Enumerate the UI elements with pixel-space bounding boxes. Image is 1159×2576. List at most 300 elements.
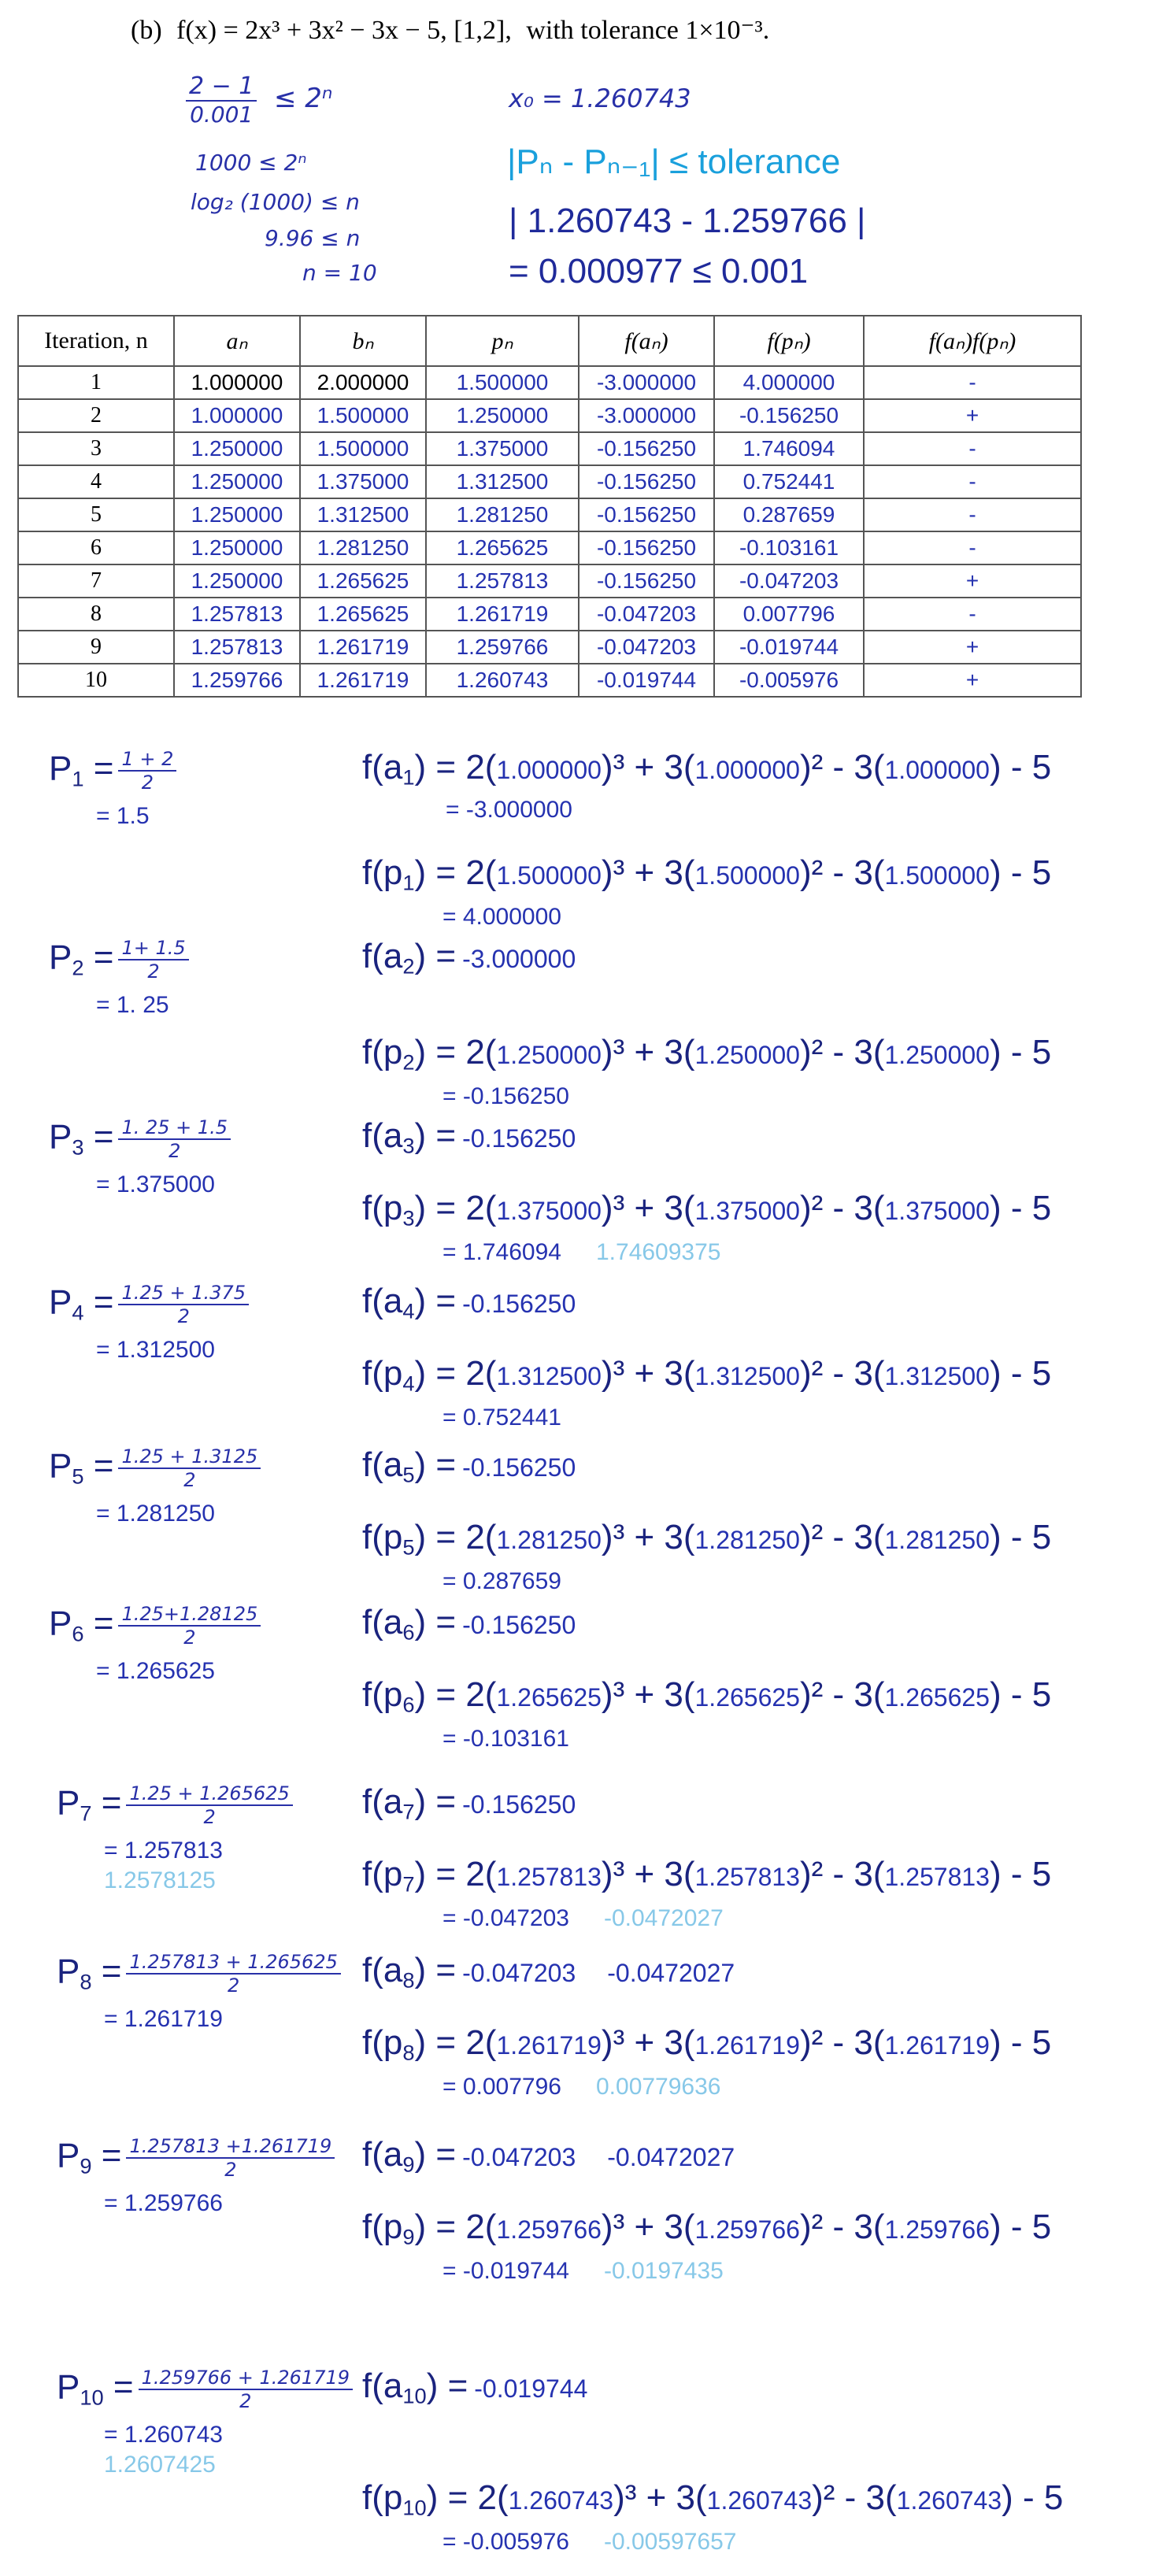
- table-cell: -0.047203: [714, 564, 864, 598]
- fa-index: 2: [402, 953, 415, 979]
- midpoint-fraction-num: 1.257813 + 1.265625: [126, 1951, 340, 1975]
- fp-result-row: [442, 2529, 736, 2556]
- midpoint-result: = 1.259766: [104, 2190, 223, 2216]
- fp-x3: 1.281250: [884, 1526, 990, 1554]
- fa-value: -3.000000: [462, 945, 576, 973]
- midpoint-index: 4: [72, 1300, 84, 1325]
- fp-x3: 1.500000: [884, 861, 990, 890]
- fp-sq: )² - 3(: [799, 2208, 885, 2246]
- fp-result: = -0.103161: [442, 1726, 569, 1752]
- fp-open: f(p: [362, 2478, 403, 2517]
- fp-x1: 1.259766: [496, 2215, 602, 2244]
- table-cell: 2: [18, 399, 174, 432]
- table-row: [18, 399, 1081, 432]
- midpoint-result: = 1.265625: [96, 1658, 215, 1684]
- fp-index: 9: [402, 2224, 415, 2249]
- table-cell: -0.047203: [579, 631, 714, 664]
- fp-index: 1: [402, 870, 415, 895]
- table-cell: 1.250000: [426, 399, 579, 432]
- midpoint-index: 2: [72, 955, 84, 980]
- midpoint-equals: =: [91, 2136, 122, 2175]
- midpoint-equals: =: [103, 2367, 134, 2407]
- fa-exact: -0.0472027: [607, 2143, 735, 2171]
- table-row: [18, 531, 1081, 564]
- fa-expression: [362, 1116, 607, 1159]
- midpoint-letter: P: [49, 1117, 72, 1157]
- table-cell: 1.250000: [174, 465, 300, 498]
- fp-result: = 0.752441: [442, 1405, 561, 1430]
- fa-close: ) =: [414, 1116, 457, 1155]
- fp-sq: )² - 3(: [799, 1855, 885, 1893]
- table-cell: -0.156250: [579, 564, 714, 598]
- fa-index: 4: [402, 1298, 415, 1323]
- fa-close: ) =: [414, 2135, 457, 2174]
- fp-x1: 1.250000: [496, 1041, 602, 1069]
- fa-open: f(a: [362, 2135, 403, 2174]
- midpoint-equals: =: [83, 938, 114, 977]
- midpoint-fraction-den: 2: [228, 1975, 240, 1997]
- handwork-line1: [186, 72, 332, 128]
- table-cell: -0.005976: [714, 664, 864, 697]
- table-cell: 4.000000: [714, 366, 864, 399]
- fp-tail: ) - 5: [989, 1855, 1052, 1893]
- fp-x3: 1.259766: [884, 2215, 990, 2244]
- fp-x3: 1.265625: [884, 1683, 990, 1712]
- midpoint-fraction: [126, 1782, 292, 1828]
- midpoint-letter: P: [49, 1446, 72, 1486]
- fp-sq: )² - 3(: [799, 1033, 885, 1071]
- table-cell: -0.047203: [579, 598, 714, 631]
- midpoint-label: [57, 1951, 341, 1997]
- fa-x3: 1.000000: [884, 756, 990, 784]
- fp-result-row: [442, 904, 596, 931]
- midpoint-fraction-num: 1.25 + 1.375: [118, 1282, 249, 1305]
- fa-close: ) =: [414, 937, 457, 975]
- fa-index: 10: [402, 2383, 427, 2408]
- fa-open: f(a: [362, 1445, 403, 1484]
- fp-x2: 1.259766: [694, 2215, 800, 2244]
- fp-expression: [362, 1675, 1051, 1718]
- midpoint-result: = 1.260743: [104, 2422, 223, 2448]
- table-cell: -: [864, 498, 1081, 531]
- fp-result: = 4.000000: [442, 904, 561, 930]
- midpoint-label: [49, 1116, 231, 1162]
- fa-expression: [362, 1282, 607, 1324]
- handwork-line2: 1000 ≤ 2ⁿ: [195, 150, 307, 176]
- table-cell: 8: [18, 598, 174, 631]
- fp-open: f(p: [362, 1033, 403, 1071]
- fa-open: f(a: [362, 1782, 403, 1821]
- fp-close: ) = 2(: [414, 2208, 497, 2246]
- table-cell: 1.312500: [426, 465, 579, 498]
- fp-index: 3: [402, 1205, 415, 1231]
- fa-result: = -3.000000: [446, 797, 572, 823]
- fp-x3: 1.260743: [896, 2486, 1002, 2515]
- midpoint-fraction: [139, 2367, 353, 2412]
- table-cell: -: [864, 598, 1081, 631]
- midpoint-equals: =: [83, 1282, 114, 1322]
- fp-exact: -0.00597657: [603, 2529, 737, 2555]
- midpoint-letter: P: [57, 1952, 80, 1991]
- fp-result: = 0.287659: [442, 1568, 561, 1594]
- table-cell: 1.250000: [174, 564, 300, 598]
- midpoint-fraction-den: 2: [203, 1806, 216, 1828]
- fp-index: 8: [402, 2040, 415, 2065]
- fp-sq: )² - 3(: [799, 853, 885, 892]
- fp-expression: [362, 1354, 1051, 1397]
- fp-exact: 1.74609375: [595, 1239, 721, 1265]
- fp-open: f(p: [362, 2023, 403, 2062]
- midpoint-letter: P: [49, 938, 72, 977]
- table-cell: -0.103161: [714, 531, 864, 564]
- fp-x1: 1.375000: [496, 1197, 602, 1225]
- fa-x2: 1.000000: [694, 756, 800, 784]
- fp-x1: 1.265625: [496, 1683, 602, 1712]
- table-cell: -0.019744: [714, 631, 864, 664]
- fa-expression: [362, 1603, 607, 1645]
- midpoint-fraction: [118, 1282, 249, 1327]
- fp-sq: )² - 3(: [812, 2478, 897, 2517]
- fp-result-row: [442, 1726, 604, 1752]
- fa-close: ) =: [414, 1282, 457, 1320]
- fp-sq: )² - 3(: [799, 1675, 885, 1714]
- fp-result: = -0.156250: [442, 1083, 569, 1109]
- fa-value: -0.156250: [462, 1611, 576, 1639]
- table-row: [18, 465, 1081, 498]
- function-definition: f(x) = 2x³ + 3x² − 3x − 5, [1,2],: [176, 16, 512, 45]
- fp-x3: 1.257813: [884, 1863, 990, 1891]
- table-cell: 1.257813: [174, 598, 300, 631]
- fp-result-row: [442, 1568, 596, 1595]
- table-cell: +: [864, 564, 1081, 598]
- handwork-line5: n = 10: [302, 260, 377, 286]
- fp-sq: )² - 3(: [799, 1354, 885, 1393]
- table-cell: 1.281250: [300, 531, 426, 564]
- fa-close: ) = 2(: [414, 748, 497, 786]
- fp-x2: 1.250000: [694, 1041, 800, 1069]
- iteration-table: [17, 315, 1082, 698]
- fp-cube: )³ + 3(: [601, 1033, 695, 1071]
- fa-open: f(a: [362, 1282, 403, 1320]
- midpoint-letter: P: [49, 1282, 72, 1322]
- col-header-bn: bₙ: [300, 316, 426, 366]
- fp-x1: 1.312500: [496, 1362, 602, 1390]
- fp-result-row: [442, 1905, 724, 1932]
- col-header-product: f(aₙ)f(pₙ): [864, 316, 1081, 366]
- fp-sq: )² - 3(: [799, 1189, 885, 1227]
- fp-tail: ) - 5: [989, 1518, 1052, 1556]
- fa-value: -0.019744: [474, 2374, 588, 2403]
- midpoint-label: [57, 1782, 293, 1828]
- table-cell: 1.261719: [300, 631, 426, 664]
- fa-sq: )² - 3(: [799, 748, 885, 786]
- fa-index: 9: [402, 2152, 415, 2177]
- table-cell: 1.265625: [300, 598, 426, 631]
- midpoint-label: [57, 2135, 335, 2181]
- fp-open: f(p: [362, 1518, 403, 1556]
- midpoint-index: 8: [80, 1969, 92, 1994]
- fa-close: ) =: [414, 1782, 457, 1821]
- fp-cube: )³ + 3(: [601, 853, 695, 892]
- table-cell: 0.752441: [714, 465, 864, 498]
- midpoint-index: 10: [80, 2385, 104, 2410]
- midpoint-equals: =: [91, 1952, 122, 1991]
- handwork-line3: log₂ (1000) ≤ n: [191, 189, 360, 215]
- fp-tail: ) - 5: [989, 2208, 1052, 2246]
- fp-expression: [362, 1855, 1051, 1897]
- fa-close: ) =: [426, 2367, 468, 2405]
- fp-x2: 1.261719: [694, 2031, 800, 2060]
- table-cell: 1.746094: [714, 432, 864, 465]
- fp-result: = -0.019744: [442, 2258, 569, 2284]
- fp-tail: ) - 5: [989, 1033, 1052, 1071]
- table-cell: 9: [18, 631, 174, 664]
- fa-value: -0.156250: [462, 1124, 576, 1153]
- table-cell: 1.265625: [426, 531, 579, 564]
- table-cell: 1.261719: [300, 664, 426, 697]
- fp-x2: 1.312500: [694, 1362, 800, 1390]
- fp-x2: 1.265625: [694, 1683, 800, 1712]
- fp-close: ) = 2(: [414, 853, 497, 892]
- tolerance-check-line1: |Pₙ - Pₙ₋₁| ≤ tolerance: [507, 142, 841, 181]
- midpoint-fraction-num: 1.259766 + 1.261719: [139, 2367, 353, 2390]
- table-cell: -3.000000: [579, 366, 714, 399]
- table-cell: 1.257813: [174, 631, 300, 664]
- handwork-fraction-rhs: ≤ 2ⁿ: [273, 82, 333, 114]
- fa-open: f(a: [362, 748, 403, 786]
- midpoint-equals: =: [83, 1117, 114, 1157]
- col-header-an: aₙ: [174, 316, 300, 366]
- table-cell: 6: [18, 531, 174, 564]
- fp-cube: )³ + 3(: [601, 1354, 695, 1393]
- fp-open: f(p: [362, 2208, 403, 2246]
- table-body: [18, 366, 1081, 697]
- fp-x2: 1.500000: [694, 861, 800, 890]
- fp-close: ) = 2(: [414, 1033, 497, 1071]
- fp-cube: )³ + 3(: [601, 1675, 695, 1714]
- fp-close: ) = 2(: [414, 1855, 497, 1893]
- fp-x2: 1.375000: [694, 1197, 800, 1225]
- fp-expression: [362, 2023, 1051, 2066]
- fp-cube: )³ + 3(: [601, 1189, 695, 1227]
- midpoint-index: 3: [72, 1134, 84, 1160]
- fp-sq: )² - 3(: [799, 2023, 885, 2062]
- table-cell: 10: [18, 664, 174, 697]
- fp-index: 2: [402, 1049, 415, 1075]
- fp-index: 7: [402, 1871, 415, 1897]
- fp-open: f(p: [362, 1855, 403, 1893]
- midpoint-fraction: [118, 937, 188, 983]
- fp-tail: ) - 5: [989, 2023, 1052, 2062]
- col-header-pn: pₙ: [426, 316, 579, 366]
- table-cell: +: [864, 631, 1081, 664]
- midpoint-result: = 1.375000: [96, 1171, 215, 1197]
- table-cell: 1.375000: [426, 432, 579, 465]
- table-cell: +: [864, 399, 1081, 432]
- fp-open: f(p: [362, 853, 403, 892]
- fa-value: -0.047203: [462, 1959, 576, 1987]
- midpoint-label: [49, 1603, 261, 1649]
- fa-close: ) =: [414, 1603, 457, 1641]
- midpoint-result: = 1.257813: [104, 1838, 223, 1864]
- fp-close: ) = 2(: [414, 1354, 497, 1393]
- fp-expression: [362, 853, 1051, 896]
- part-label: (b): [131, 16, 162, 45]
- table-cell: 4: [18, 465, 174, 498]
- table-row: [18, 498, 1081, 531]
- midpoint-label: [49, 937, 189, 983]
- tolerance-text: with tolerance 1×10⁻³.: [526, 16, 770, 45]
- table-cell: 1.000000: [174, 399, 300, 432]
- fp-x3: 1.250000: [884, 1041, 990, 1069]
- midpoint-fraction-num: 1.25 + 1.3125: [118, 1445, 261, 1469]
- fp-cube: )³ + 3(: [601, 1855, 695, 1893]
- table-cell: -0.156250: [714, 399, 864, 432]
- fa-index: 8: [402, 1967, 415, 1993]
- table-row: [18, 564, 1081, 598]
- table-cell: +: [864, 664, 1081, 697]
- fp-close: ) = 2(: [414, 2023, 497, 2062]
- fp-x1: 1.500000: [496, 861, 602, 890]
- table-cell: -: [864, 531, 1081, 564]
- fa-open: f(a: [362, 1603, 403, 1641]
- fp-index: 6: [402, 1692, 415, 1717]
- fp-close: ) = 2(: [414, 1675, 497, 1714]
- table-cell: -3.000000: [579, 399, 714, 432]
- table-cell: 1.500000: [426, 366, 579, 399]
- midpoint-fraction-num: 1.25+1.28125: [118, 1603, 261, 1627]
- midpoint-letter: P: [57, 2367, 80, 2407]
- table-cell: 1.260743: [426, 664, 579, 697]
- fp-expression: [362, 2208, 1051, 2250]
- table-row: [18, 432, 1081, 465]
- table-cell: 1.000000: [174, 366, 300, 399]
- fp-x3: 1.312500: [884, 1362, 990, 1390]
- table-cell: -0.156250: [579, 465, 714, 498]
- fa-value: -0.047203: [462, 2143, 576, 2171]
- fp-result: = -0.005976: [442, 2529, 569, 2555]
- table-cell: -0.019744: [579, 664, 714, 697]
- midpoint-index: 9: [80, 2153, 92, 2178]
- midpoint-result: = 1.261719: [104, 2006, 223, 2032]
- fp-x1: 1.260743: [508, 2486, 614, 2515]
- table-cell: -0.156250: [579, 498, 714, 531]
- fp-cube: )³ + 3(: [601, 1518, 695, 1556]
- fp-expression: [362, 1033, 1051, 1075]
- table-row: [18, 664, 1081, 697]
- midpoint-result: = 1. 25: [96, 992, 169, 1018]
- table-cell: 1.261719: [426, 598, 579, 631]
- table-cell: 1.500000: [300, 399, 426, 432]
- fa-index: 5: [402, 1462, 415, 1487]
- handwork-fraction: [186, 72, 257, 128]
- midpoint-label: [57, 2367, 353, 2412]
- fa-open: f(a: [362, 937, 403, 975]
- fa-index: 1: [402, 764, 415, 790]
- midpoint-fraction-den: 2: [141, 772, 154, 794]
- midpoint-equals: =: [83, 749, 114, 788]
- midpoint-fraction-den: 2: [224, 2159, 237, 2181]
- problem-statement: [131, 14, 769, 46]
- midpoint-label: [49, 1445, 261, 1491]
- midpoint-fraction: [118, 1116, 231, 1162]
- midpoint-letter: P: [49, 749, 72, 788]
- midpoint-fraction: [126, 1951, 340, 1997]
- fa-value: -0.156250: [462, 1790, 576, 1819]
- table-cell: 1: [18, 366, 174, 399]
- fp-sq: )² - 3(: [799, 1518, 885, 1556]
- fa-index: 7: [402, 1799, 415, 1824]
- fa-close: ) =: [414, 1951, 457, 1989]
- fp-expression: [362, 1518, 1051, 1560]
- fa-x1: 1.000000: [496, 756, 602, 784]
- tolerance-check-line3: = 0.000977 ≤ 0.001: [509, 252, 809, 291]
- fp-expression: [362, 1189, 1051, 1231]
- midpoint-equals: =: [83, 1446, 114, 1486]
- fp-result-row: [442, 1405, 596, 1431]
- fp-result-row: [442, 2074, 720, 2100]
- table-cell: 1.312500: [300, 498, 426, 531]
- table-cell: 1.281250: [426, 498, 579, 531]
- handwork-fraction-den: 0.001: [190, 102, 254, 128]
- fp-tail: ) - 5: [989, 853, 1052, 892]
- fp-tail: ) - 5: [989, 1675, 1052, 1714]
- table-cell: -0.156250: [579, 432, 714, 465]
- midpoint-fraction-num: 1+ 1.5: [118, 937, 188, 960]
- table-cell: 1.257813: [426, 564, 579, 598]
- fp-exact: -0.0472027: [603, 1905, 724, 1931]
- fp-x3: 1.375000: [884, 1197, 990, 1225]
- fp-x1: 1.257813: [496, 1863, 602, 1891]
- midpoint-result: = 1.281250: [96, 1501, 215, 1527]
- midpoint-fraction-num: 1.25 + 1.265625: [126, 1782, 292, 1806]
- table-row: [18, 366, 1081, 399]
- midpoint-fraction-den: 2: [147, 960, 160, 983]
- midpoint-exact: 1.2607425: [104, 2452, 216, 2478]
- fp-exact: 0.00779636: [595, 2074, 721, 2100]
- fp-x3: 1.261719: [884, 2031, 990, 2060]
- fp-index: 10: [402, 2495, 427, 2520]
- fp-index: 4: [402, 1371, 415, 1396]
- fa-open: f(a: [362, 1116, 403, 1155]
- fp-index: 5: [402, 1534, 415, 1560]
- fa-cube: )³ + 3(: [601, 748, 695, 786]
- handwork-line4: 9.96 ≤ n: [265, 225, 361, 251]
- midpoint-fraction-den: 2: [183, 1469, 196, 1491]
- col-header-fan: f(aₙ): [579, 316, 714, 366]
- fp-result: = -0.047203: [442, 1905, 569, 1931]
- table-cell: 1.375000: [300, 465, 426, 498]
- midpoint-letter: P: [57, 2136, 80, 2175]
- fp-x2: 1.260743: [706, 2486, 813, 2515]
- midpoint-result: = 1.312500: [96, 1337, 215, 1363]
- fp-tail: ) - 5: [989, 1189, 1052, 1227]
- midpoint-fraction-den: 2: [168, 1140, 181, 1162]
- fa-expression: [362, 2135, 735, 2178]
- table-cell: 1.500000: [300, 432, 426, 465]
- midpoint-equals: =: [91, 1783, 122, 1823]
- fa-exact: -0.0472027: [607, 1959, 735, 1987]
- midpoint-fraction-num: 1 + 2: [118, 748, 176, 772]
- fa-index: 3: [402, 1133, 415, 1158]
- midpoint-index: 7: [80, 1801, 92, 1826]
- fa-tail: ) - 5: [989, 748, 1052, 786]
- fa-value: -0.156250: [462, 1290, 576, 1318]
- col-header-fpn: f(pₙ): [714, 316, 864, 366]
- fa-expression: [362, 748, 1051, 790]
- table-cell: 1.250000: [174, 432, 300, 465]
- fp-close: ) = 2(: [426, 2478, 509, 2517]
